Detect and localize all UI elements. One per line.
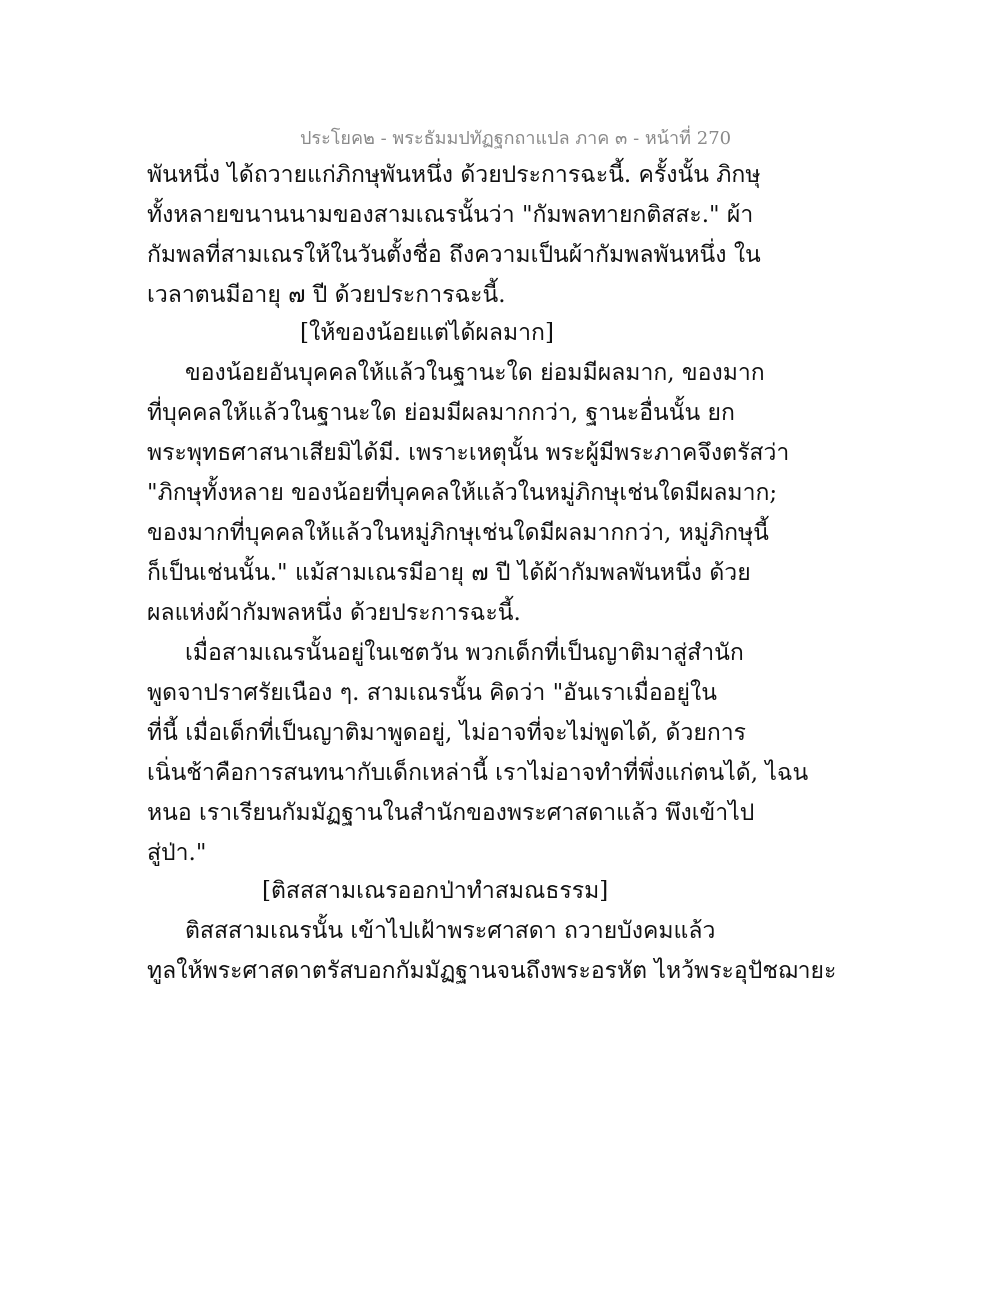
- section-heading: [ให้ของน้อยแต่ได้ผลมาก]: [300, 320, 554, 346]
- text-line: "ภิกษุทั้งหลาย ของน้อยที่บุคคลให้แล้วในหมู่ภิกษุเช่นใดมีผลมาก;: [147, 480, 778, 506]
- text-line: พระพุทธศาสนาเสียมิได้มี. เพราะเหตุนั้น พระผู้มีพระภาคจึงตรัสว่า: [147, 440, 790, 466]
- text-line: สู่ป่า.": [147, 840, 207, 866]
- text-line: ทูลให้พระศาสดาตรัสบอกกัมมัฏฐานจนถึงพระอรหัต ไหว้พระอุปัชฌายะ: [147, 958, 837, 984]
- section-heading: [ติสสสามเณรออกป่าทำสมณธรรม]: [262, 878, 609, 904]
- text-line: เนิ่นช้าคือการสนทนากับเด็กเหล่านี้ เราไม่อาจทำที่พึ่งแก่ตนได้, ไฉน: [147, 760, 809, 786]
- text-line: ของน้อยอันบุคคลให้แล้วในฐานะใด ย่อมมีผลมาก, ของมาก: [185, 360, 765, 386]
- text-line: ผลแห่งผ้ากัมพลหนึ่ง ด้วยประการฉะนี้.: [147, 600, 521, 626]
- text-line: ก็เป็นเช่นนั้น." แม้สามเณรมีอายุ ๗ ปี ได้ผ้ากัมพลพันหนึ่ง ด้วย: [147, 560, 751, 586]
- text-line: หนอ เราเรียนกัมมัฏฐานในสำนักของพระศาสดาแล้ว พึงเข้าไป: [147, 800, 755, 826]
- text-line: พูดจาปราศรัยเนือง ๆ. สามเณรนั้น คิดว่า "อันเราเมื่ออยู่ใน: [147, 680, 717, 706]
- text-line: ติสสสามเณรนั้น เข้าไปเฝ้าพระศาสดา ถวายบังคมแล้ว: [185, 918, 716, 944]
- text-line: ของมากที่บุคคลให้แล้วในหมู่ภิกษุเช่นใดมีผลมากกว่า, หมู่ภิกษุนี้: [147, 520, 769, 546]
- text-line: พันหนึ่ง ได้ถวายแก่ภิกษุพันหนึ่ง ด้วยประการฉะนี้. ครั้งนั้น ภิกษุ: [147, 162, 761, 188]
- text-line: ทั้งหลายขนานนามของสามเณรนั้นว่า "กัมพลทายกติสสะ." ผ้า: [147, 202, 754, 228]
- text-line: ที่นี้ เมื่อเด็กที่เป็นญาติมาพูดอยู่, ไม่อาจที่จะไม่พูดได้, ด้วยการ: [147, 720, 747, 746]
- text-line: กัมพลที่สามเณรให้ในวันตั้งชื่อ ถึงความเป็นผ้ากัมพลพันหนึ่ง ใน: [147, 242, 761, 268]
- text-line: เวลาตนมีอายุ ๗ ปี ด้วยประการฉะนี้.: [147, 282, 506, 308]
- text-line: ที่บุคคลให้แล้วในฐานะใด ย่อมมีผลมากกว่า, ฐานะอื่นนั้น ยก: [147, 400, 735, 426]
- text-line: เมื่อสามเณรนั้นอยู่ในเชตวัน พวกเด็กที่เป็นญาติมาสู่สำนัก: [185, 640, 744, 666]
- running-header: ประโยค๒ - พระธัมมปทัฏฐกถาแปล ภาค ๓ - หน้าที่ 270: [300, 128, 732, 149]
